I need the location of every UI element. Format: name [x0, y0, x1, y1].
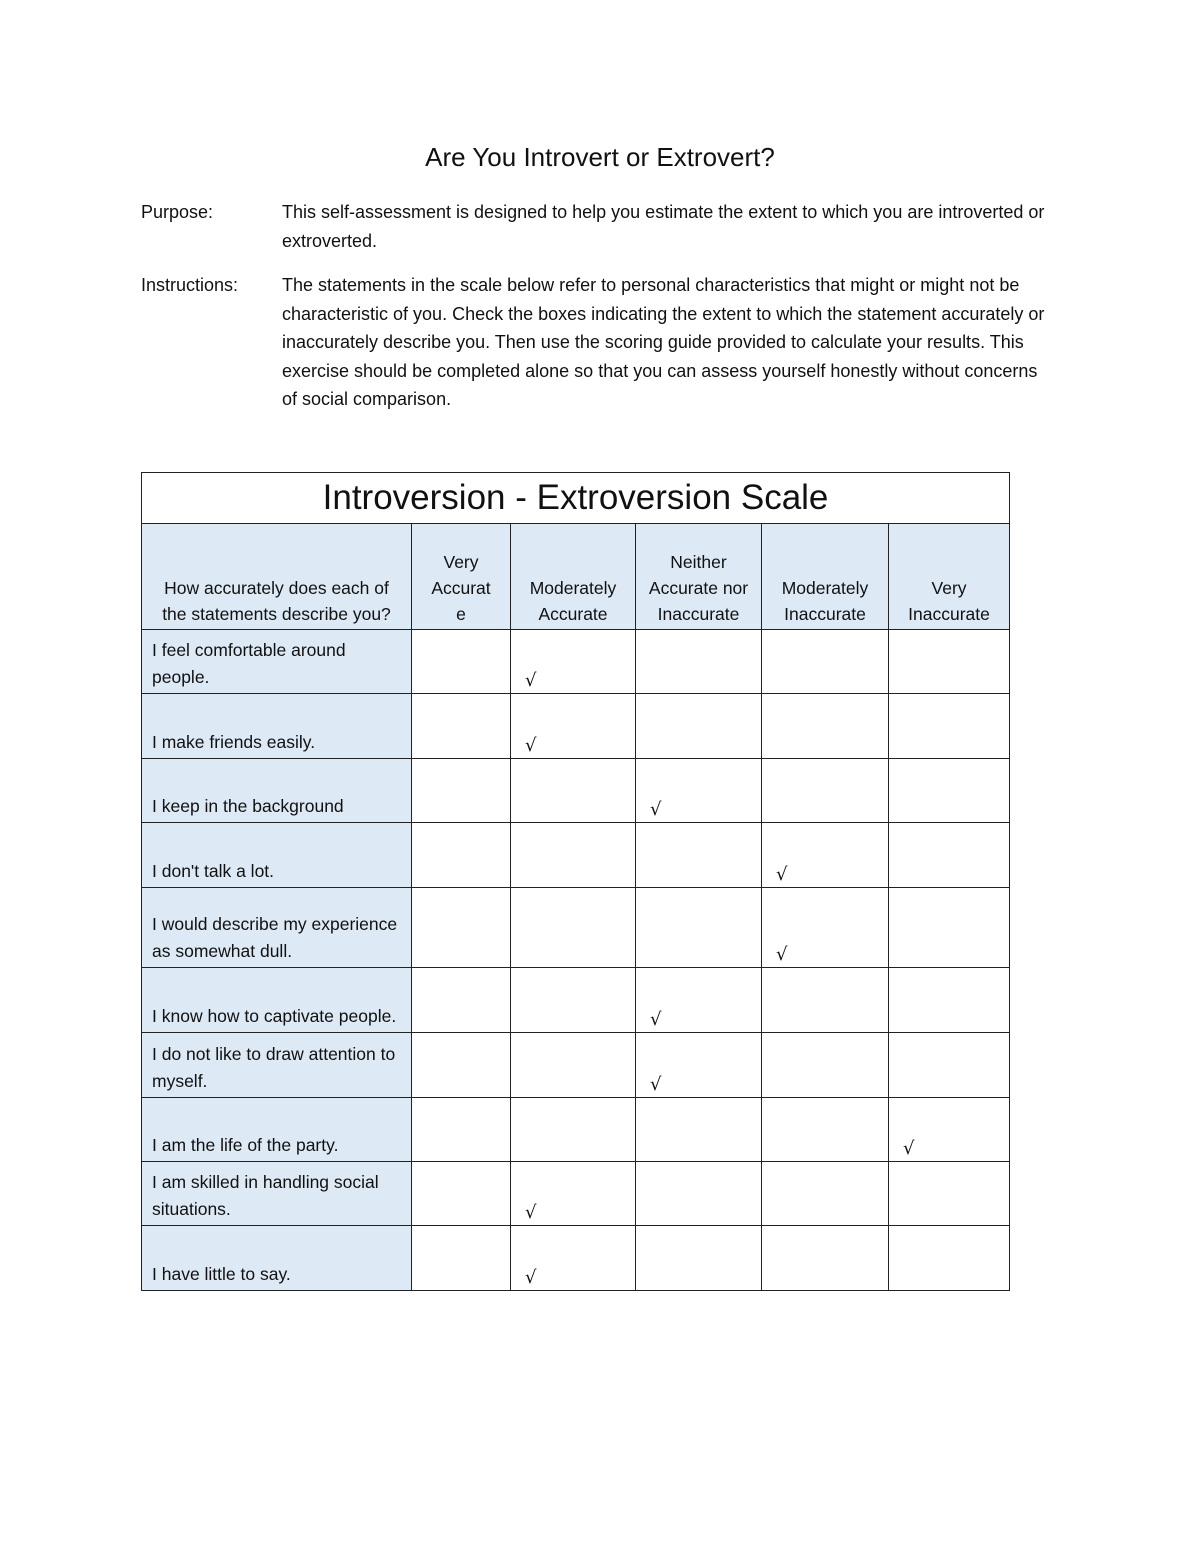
rating-cell-neither[interactable]	[636, 823, 762, 888]
rating-cell-very-inaccurate[interactable]	[889, 1098, 1010, 1162]
table-row	[142, 1098, 1010, 1162]
rating-cell-very-accurate[interactable]	[412, 1033, 511, 1098]
statement-cell: I am the life of the party.	[142, 1098, 412, 1162]
table-row	[142, 823, 1010, 888]
rating-cell-moderately-accurate[interactable]	[511, 1098, 636, 1162]
rating-cell-moderately-inaccurate[interactable]	[762, 759, 889, 823]
rating-cell-moderately-inaccurate[interactable]	[762, 823, 889, 888]
check-mark-icon: √	[525, 670, 537, 691]
rating-cell-neither[interactable]	[636, 1226, 762, 1291]
rating-cell-moderately-inaccurate[interactable]	[762, 1226, 889, 1291]
check-mark-icon: √	[525, 1202, 537, 1223]
rating-cell-very-accurate[interactable]	[412, 968, 511, 1033]
statement-cell: I would describe my experience as somewhat dull.	[142, 888, 412, 968]
table-row	[142, 694, 1010, 759]
rating-cell-moderately-inaccurate[interactable]	[762, 888, 889, 968]
rating-cell-very-inaccurate[interactable]	[889, 888, 1010, 968]
rating-cell-neither[interactable]	[636, 759, 762, 823]
check-mark-icon: √	[903, 1138, 915, 1159]
rating-cell-very-inaccurate[interactable]	[889, 823, 1010, 888]
rating-cell-moderately-accurate[interactable]	[511, 759, 636, 823]
rating-cell-moderately-accurate[interactable]	[511, 630, 636, 694]
statement-cell: I do not like to draw attention to myself.	[142, 1033, 412, 1098]
statement-cell: I make friends easily.	[142, 694, 412, 759]
check-mark-icon: √	[776, 864, 788, 885]
rating-cell-neither[interactable]	[636, 1162, 762, 1226]
rating-cell-very-inaccurate[interactable]	[889, 1162, 1010, 1226]
purpose-text: This self-assessment is designed to help you estimate the extent to which you are introverted or extroverted.	[282, 202, 1045, 251]
rating-cell-moderately-accurate[interactable]	[511, 968, 636, 1033]
rating-cell-very-accurate[interactable]	[412, 823, 511, 888]
statement-cell: I keep in the background	[142, 759, 412, 823]
table-row	[142, 759, 1010, 823]
rating-cell-moderately-inaccurate[interactable]	[762, 694, 889, 759]
check-mark-icon: √	[776, 944, 788, 965]
purpose-label: Purpose:	[141, 202, 214, 222]
rating-cell-moderately-accurate[interactable]	[511, 888, 636, 968]
rating-cell-very-inaccurate[interactable]	[889, 759, 1010, 823]
header-col-neither: Neither Accurate nor Inaccurate	[636, 524, 762, 630]
rating-cell-very-accurate[interactable]	[412, 630, 511, 694]
rating-cell-very-inaccurate[interactable]	[889, 1033, 1010, 1098]
rating-cell-moderately-inaccurate[interactable]	[762, 1033, 889, 1098]
instructions-text: The statements in the scale below refer to personal characteristics that might or might not be characteristic of you. Check the boxes indicating the extent to which the statement accurately or inaccurately describe you. Then use the scoring guide provided to calculate your results. This exercise should be completed alone so that you can assess yourself honestly without concerns of social comparison.	[282, 275, 1045, 409]
rating-cell-neither[interactable]	[636, 630, 762, 694]
rating-cell-moderately-inaccurate[interactable]	[762, 1162, 889, 1226]
check-mark-icon: √	[525, 1267, 537, 1288]
rating-cell-very-accurate[interactable]	[412, 888, 511, 968]
rating-cell-neither[interactable]	[636, 968, 762, 1033]
statement-cell: I am skilled in handling social situations.	[142, 1162, 412, 1226]
rating-cell-moderately-inaccurate[interactable]	[762, 968, 889, 1033]
rating-cell-moderately-accurate[interactable]	[511, 1226, 636, 1291]
rating-cell-moderately-inaccurate[interactable]	[762, 1098, 889, 1162]
table-row	[142, 1226, 1010, 1291]
rating-cell-neither[interactable]	[636, 1033, 762, 1098]
statement-cell: I have little to say.	[142, 1226, 412, 1291]
header-col-moderately-inaccurate: Moderately Inaccurate	[762, 524, 889, 630]
check-mark-icon: √	[650, 799, 662, 820]
table-row	[142, 1033, 1010, 1098]
statement-cell: I feel comfortable around people.	[142, 630, 412, 694]
statement-cell: I don't talk a lot.	[142, 823, 412, 888]
rating-cell-moderately-accurate[interactable]	[511, 1162, 636, 1226]
rating-cell-moderately-accurate[interactable]	[511, 1033, 636, 1098]
rating-cell-very-accurate[interactable]	[412, 1226, 511, 1291]
table-row	[142, 968, 1010, 1033]
rating-cell-very-inaccurate[interactable]	[889, 968, 1010, 1033]
rating-cell-moderately-accurate[interactable]	[511, 823, 636, 888]
instructions-label: Instructions:	[141, 275, 239, 295]
check-mark-icon: √	[650, 1009, 662, 1030]
rating-cell-moderately-accurate[interactable]	[511, 694, 636, 759]
question-header: How accurately does each of the statements describe you?	[142, 524, 412, 630]
statement-cell: I know how to captivate people.	[142, 968, 412, 1033]
header-col-moderately-accurate: Moderately Accurate	[511, 524, 636, 630]
page-title: Are You Introvert or Extrovert?	[425, 142, 775, 172]
rating-cell-very-accurate[interactable]	[412, 694, 511, 759]
header-col-very-accurate: Very Accurat e	[412, 524, 511, 630]
rating-cell-neither[interactable]	[636, 1098, 762, 1162]
table-row	[142, 1162, 1010, 1226]
rating-cell-very-accurate[interactable]	[412, 1162, 511, 1226]
table-row	[142, 630, 1010, 694]
rating-cell-very-accurate[interactable]	[412, 1098, 511, 1162]
table-row	[142, 888, 1010, 968]
rating-cell-very-accurate[interactable]	[412, 759, 511, 823]
rating-cell-neither[interactable]	[636, 888, 762, 968]
rating-cell-very-inaccurate[interactable]	[889, 1226, 1010, 1291]
scale-title: Introversion - Extroversion Scale	[142, 473, 1010, 524]
rating-cell-neither[interactable]	[636, 694, 762, 759]
header-col-very-inaccurate: Very Inaccurate	[889, 524, 1010, 630]
rating-cell-very-inaccurate[interactable]	[889, 630, 1010, 694]
check-mark-icon: √	[525, 735, 537, 756]
rating-cell-very-inaccurate[interactable]	[889, 694, 1010, 759]
rating-cell-moderately-inaccurate[interactable]	[762, 630, 889, 694]
scale-table	[141, 472, 1010, 1291]
check-mark-icon: √	[650, 1074, 662, 1095]
